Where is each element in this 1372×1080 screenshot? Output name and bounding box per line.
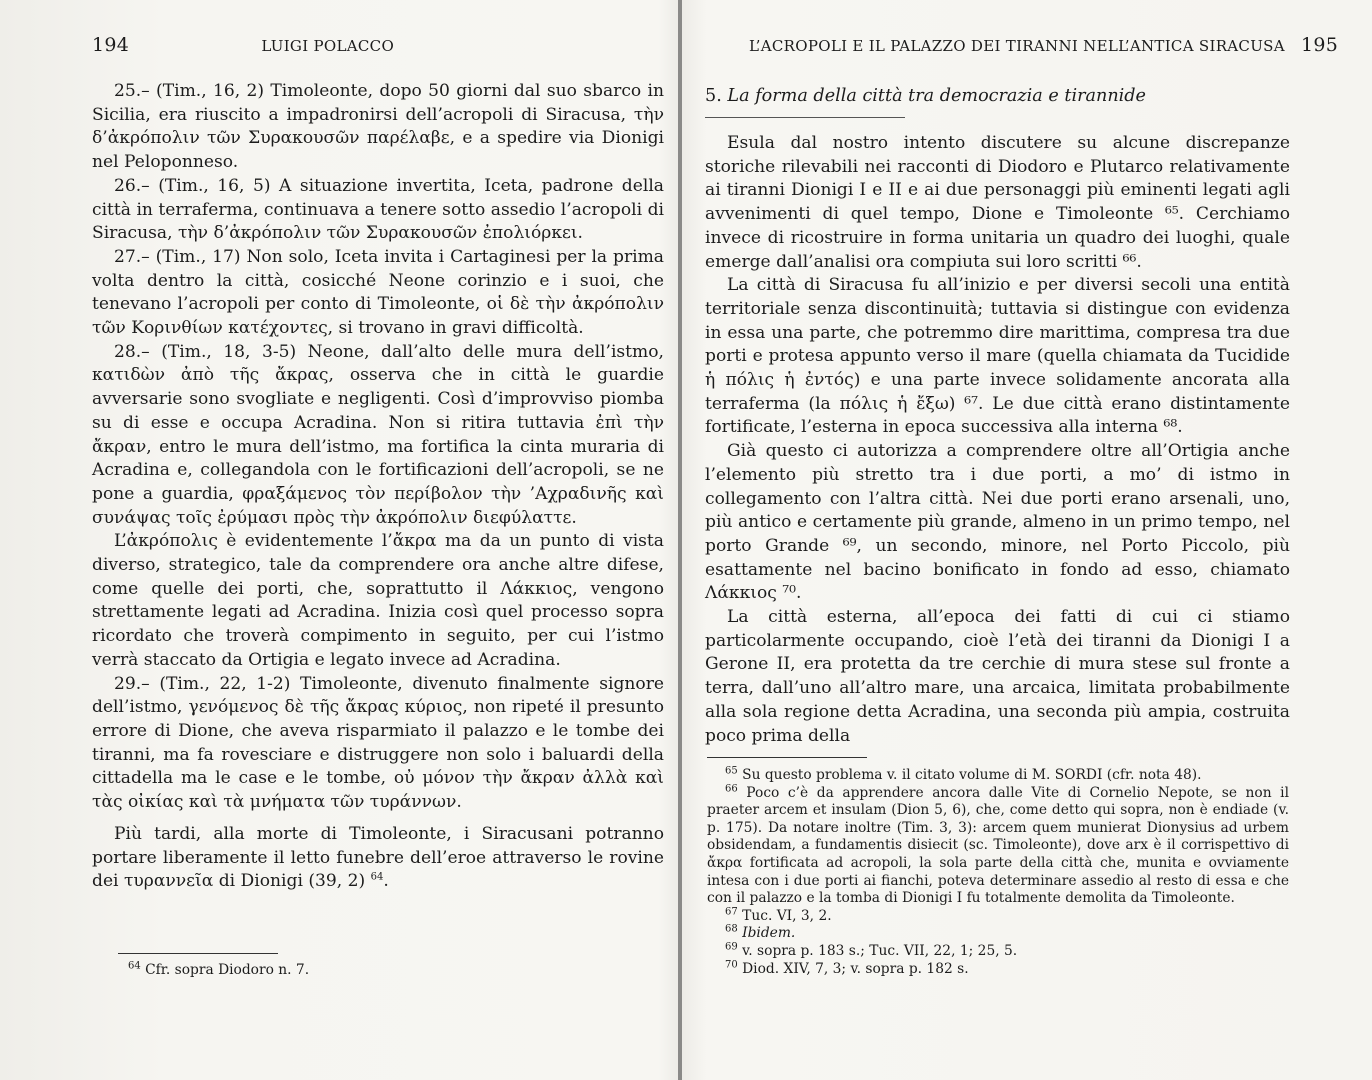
paragraph: La città di Siracusa fu all’inizio e per diversi secoli una entità territoriale senza discontinuità; tuttavia si distingue con evidenza in essa una parte, che potremmo dire marittima, compresa tra due porti e protesa appunto verso il mare (quella chiamata da Tucidide ἡ πόλις ἡ ἐντός) e una parte invece solidamente ancorata alla terraferma (la πόλις ἡ ἔξω) ⁶⁷. Le due città erano distintamente fortificate, l’esterna in epoca successiva alla interna ⁶⁸.	[705, 275, 1290, 438]
paragraph: 29.– (Tim., 22, 1-2) Timoleonte, divenuto finalmente signore dell’istmo, γενόμενος δὲ τῆς ἄκρας κύριος, non ripeté il presunto errore di Dione, che aveva risparmiato il palazzo e le tombe dei tiranni, ma fa rovesciare e distruggere non solo i baluardi della cittadella ma le case e le tombe, οὐ μόνον τὴν ἄκραν ἀλλὰ καὶ τὰς οἰκίας καὶ τὰ μνήματα τῶν τυράννων.	[92, 673, 664, 813]
footnote-rule	[118, 953, 278, 954]
section-title-rule	[705, 117, 905, 118]
footnote: $^{70}$ Diod. XIV, 7, 3; v. sopra p. 182 s.	[725, 958, 969, 977]
left-page	[84, 0, 664, 1080]
section-number: 5.	[705, 86, 722, 106]
left-author: LUIGI POLACCO	[261, 37, 395, 55]
footnote-ref: 64	[370, 871, 384, 883]
left-footnote	[128, 962, 648, 980]
footnote: $^{68}$ Ibidem.	[725, 923, 796, 942]
paragraph: L’ἀκρόπολις è evidentemente l’ἄκρα ma da un punto di vista diverso, strategico, tale da comprendere ora anche altre difese, come quelle dei porti, che, soprattutto il Λάκκιος, vengono strettamente legati ad Acradina. Inizia così quel processo sopra ricordato che troverà compimento in seguito, per cui l’istmo verrà staccato da Ortigia e legato invece ad Acradina.	[92, 531, 664, 670]
paragraph: Più tardi, alla morte di Timoleonte, i Siracusani potranno portare liberamente il letto funebre dell’eroe attraverso le rovine dei τυραννεῖα di Dionigi (39, 2) $^{64}$.	[92, 823, 664, 892]
right-body-text	[705, 132, 1290, 748]
paragraph: 25.– (Tim., 16, 2) Timoleonte, dopo 50 giorni dal suo sbarco in Sicilia, era riuscito a impadronirsi dell’acropoli di Siracusa, τὴν δ’ἀκρόπολιν τῶν Συρακουσῶν παρέλαβε, e a spedire via Dionigi nel Peloponneso.	[92, 81, 664, 173]
section-title: La forma della città tra democrazia e tirannide	[727, 86, 1146, 106]
footnote-rule	[707, 757, 867, 758]
left-body-text	[92, 80, 664, 894]
paragraph: 26.– (Tim., 16, 5) A situazione invertita, Iceta, padrone della città in terraferma, continuava a tenere sotto assedio l’acropoli di Siracusa, τὴν δ’ἀκρόπολιν τῶν Συρακουσῶν ἐπολιόρκει.	[92, 175, 664, 244]
footnote: $^{67}$ Tuc. VI, 3, 2.	[725, 906, 832, 924]
paragraph: 27.– (Tim., 17) Non solo, Iceta invita i Cartaginesi per la prima volta dentro la città, cosicché Neone corinzio e i suoi, che tenevano l’acropoli per conto di Timoleonte, οἱ δὲ τὴν ἀκρόπολιν τῶν Κορινθίων κατέχοντες, si trovano in gravi difficoltà.	[92, 246, 664, 339]
right-footnotes	[707, 767, 1289, 978]
paragraph: Esula dal nostro intento discutere su alcune discrepanze storiche rilevabili nei racconti di Diodoro e Plutarco relativamente ai tiranni Dionigi I e II e ai due personaggi più eminenti legati agli avvenimenti di quel tempo, Dione e Timoleonte ⁶⁵. Cerchiamo invece di ricostruire in forma unitaria un quadro dei luoghi, quale emerge dall’analisi ora compiuta sui loro scritti ⁶⁶.	[705, 133, 1290, 272]
left-running-head	[92, 34, 394, 56]
book-gutter	[678, 0, 682, 1080]
footnote-text: Cfr. sopra Diodoro n. 7.	[145, 962, 310, 978]
right-title: L’ACROPOLI E IL PALAZZO DEI TIRANNI NELL’ANTICA SIRACUSA	[749, 37, 1285, 55]
paragraph: La città esterna, all’epoca dei fatti di cui ci stiamo particolarmente occupando, cioè l’età dei tiranni da Dionigi I a Gerone II, era protetta da tre cerchie di mura stese sul fronte a terra, dall’uno all’altro mare, una arcaica, limitata probabilmente alla sola regione detta Acradina, una seconda più ampia, costruita poco prima della	[705, 607, 1290, 746]
left-page-number: 194	[92, 34, 130, 56]
footnote: $^{69}$ v. sopra p. 183 s.; Tuc. VII, 22, 1; 25, 5.	[725, 941, 1018, 959]
section-heading	[705, 86, 1146, 106]
right-page-number: 195	[1301, 34, 1339, 56]
footnote: $^{66}$ Poco c’è da apprendere ancora dalle Vite di Cornelio Nepote, se non il praeter arcem et insulam (Dion 5, 6), che, come detto qui sopra, non è endiade (v. p. 175). Da notare inoltre (Tim. 3, 3): arcem quem munierat Dionysius ad urbem obsidendam, a fundamentis disiecit (sc. Timoleonte), dove arx è il corrispettivo di ἄκρα fortificata ad acropoli, la sola parte della città che, munita e ovviamente intesa con i due porti ai fianchi, poteva determinare assedio al resto di essa e che con il palazzo e la tomba di Dionigi I fu totalmente demolita da Timoleonte.	[707, 783, 1289, 907]
right-running-head	[749, 34, 1338, 56]
paragraph: Già questo ci autorizza a comprendere oltre all’Ortigia anche l’elemento più stretto tra i due porti, a mo’ di istmo in collegamento con l’altra città. Nei due porti erano arsenali, uno, più antico e certamente più grande, almeno in un primo tempo, nel porto Grande ⁶⁹, un secondo, minore, nel Porto Piccolo, più esattamente nel bacino bonificato in fondo ad esso, chiamato Λάκκιος ⁷⁰.	[705, 441, 1290, 604]
footnote: $^{65}$ Su questo problema v. il citato volume di M. SORDI (cfr. nota 48).	[725, 765, 1202, 783]
footnote-number: 64	[128, 960, 141, 972]
right-page	[705, 0, 1339, 1080]
paragraph: 28.– (Tim., 18, 3-5) Neone, dall’alto delle mura dell’istmo, κατιδὼν ἀπὸ τῆς ἄκρας, osserva che in città le guardie avversarie sono svogliate e negligenti. Così d’improvviso piomba su di esse e occupa Acradina. Non si ritira tuttavia ἐπὶ τὴν ἄκραν, entro le mura dell’istmo, ma fortifica la cinta muraria di Acradina e, collegandola con le fortificazioni dell’acropoli, se ne pone a guardia, φραξάμενος τὸν περίβολον τὴν ’Αχραδινῆς καὶ συνάψας τοῖς ἐρύμασι πρὸς τὴν ἀκρόπολιν διεφύλαττε.	[92, 341, 664, 528]
